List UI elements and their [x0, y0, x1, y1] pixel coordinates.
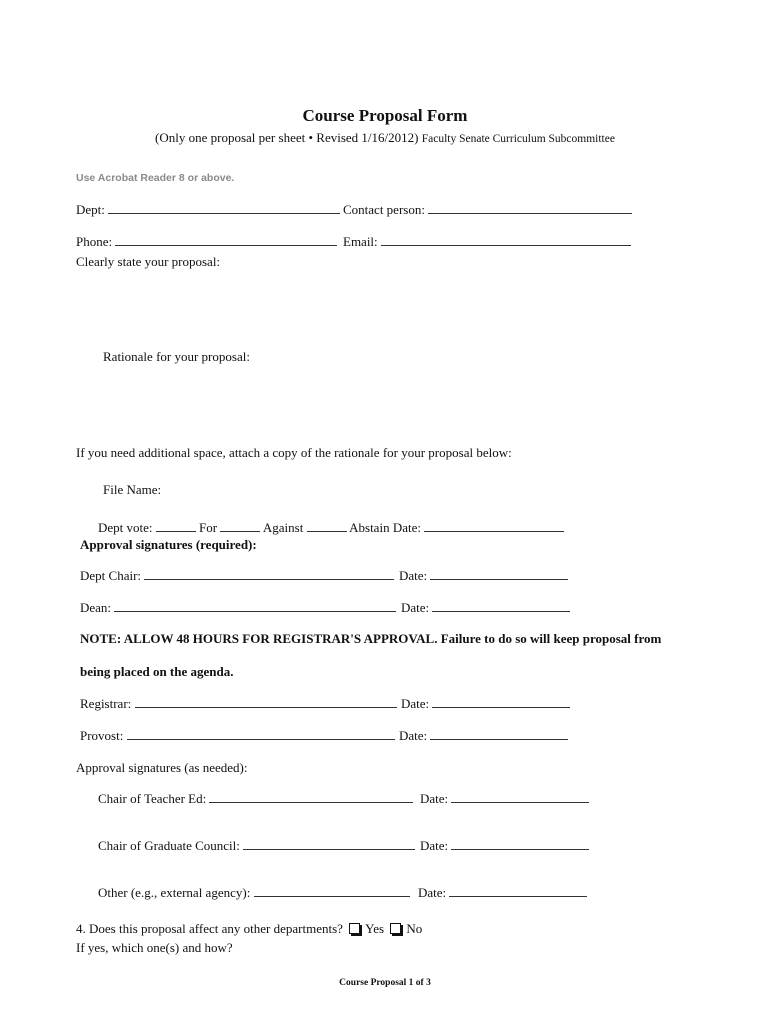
teacher-ed-label: Chair of Teacher Ed: — [98, 791, 207, 806]
registrar-date-field[interactable] — [432, 697, 570, 708]
email-label: Email: — [343, 234, 378, 249]
acrobat-note: Use Acrobat Reader 8 or above. — [76, 172, 235, 184]
graduate-council-date-row — [420, 839, 589, 852]
dean-date-label: Date: — [401, 600, 430, 615]
question-4-followup: If yes, which one(s) and how? — [76, 940, 233, 955]
teacher-ed-date-row — [420, 792, 589, 805]
registrar-row — [80, 697, 397, 710]
graduate-council-signature-field[interactable] — [243, 839, 415, 850]
graduate-council-date-field[interactable] — [451, 839, 589, 850]
dept-chair-label: Dept Chair: — [80, 568, 142, 583]
dept-chair-date-label: Date: — [399, 568, 428, 583]
email-field[interactable] — [381, 235, 631, 246]
graduate-council-row — [98, 839, 415, 852]
graduate-council-date-label: Date: — [420, 838, 449, 853]
phone-row — [76, 235, 337, 248]
graduate-council-label: Chair of Graduate Council: — [98, 838, 240, 853]
vote-against-label: Against — [262, 520, 304, 535]
other-agency-row — [98, 886, 410, 899]
dept-label: Dept: — [76, 202, 105, 217]
registrar-signature-field[interactable] — [135, 697, 397, 708]
teacher-ed-date-label: Date: — [420, 791, 449, 806]
provost-row — [80, 729, 395, 742]
dept-row — [76, 203, 340, 216]
question-4-text: 4. Does this proposal affect any other departments? — [76, 921, 343, 936]
dept-vote-row — [98, 521, 564, 534]
vote-date-field[interactable] — [424, 521, 564, 532]
other-agency-date-field[interactable] — [449, 886, 587, 897]
contact-row — [343, 203, 632, 216]
dean-row — [80, 601, 396, 614]
additional-space-note: If you need additional space, attach a copy of the rationale for your proposal below: — [76, 445, 512, 460]
registrar-note-line-1: NOTE: ALLOW 48 HOURS FOR REGISTRAR'S APPROVAL. Failure to do so will keep proposal from — [80, 631, 662, 646]
rationale-label: Rationale for your proposal: — [103, 349, 250, 364]
page-footer: Course Proposal 1 of 3 — [339, 978, 431, 988]
contact-person-label: Contact person: — [343, 202, 425, 217]
yes-checkbox[interactable] — [349, 923, 360, 934]
clearly-state-label: Clearly state your proposal: — [76, 254, 221, 269]
subtitle-organization: Faculty Senate Curriculum Subcommittee — [421, 133, 615, 145]
provost-date-label: Date: — [399, 728, 428, 743]
file-name-label[interactable]: File Name: — [103, 482, 162, 497]
form-title: Course Proposal Form — [302, 106, 468, 125]
dept-chair-date-row — [399, 569, 568, 582]
approval-needed-heading: Approval signatures (as needed): — [76, 760, 248, 775]
registrar-date-label: Date: — [401, 696, 430, 711]
dept-chair-signature-field[interactable] — [144, 569, 394, 580]
no-label: No — [406, 921, 423, 936]
other-agency-date-row — [418, 886, 587, 899]
registrar-note-line-2: being placed on the agenda. — [80, 664, 234, 679]
phone-field[interactable] — [115, 235, 337, 246]
subtitle-revision: (Only one proposal per sheet • Revised 1/16/2012) — [155, 130, 419, 145]
registrar-date-row — [401, 697, 570, 710]
teacher-ed-date-field[interactable] — [451, 792, 589, 803]
other-agency-signature-field[interactable] — [254, 886, 410, 897]
provost-label: Provost: — [80, 728, 124, 743]
dean-label: Dean: — [80, 600, 112, 615]
dept-chair-date-field[interactable] — [430, 569, 568, 580]
vote-for-field[interactable] — [156, 521, 196, 532]
dept-vote-label: Dept vote: — [98, 520, 153, 535]
other-agency-date-label: Date: — [418, 885, 447, 900]
form-subtitle — [0, 131, 770, 146]
provost-date-row — [399, 729, 568, 742]
email-row — [343, 235, 631, 248]
dept-chair-row — [80, 569, 394, 582]
yes-label: Yes — [365, 921, 385, 936]
other-agency-label: Other (e.g., external agency): — [98, 885, 251, 900]
vote-against-field[interactable] — [220, 521, 260, 532]
provost-date-field[interactable] — [430, 729, 568, 740]
approval-required-heading: Approval signatures (required): — [80, 537, 257, 552]
vote-for-label: For — [199, 520, 218, 535]
dean-signature-field[interactable] — [114, 601, 396, 612]
teacher-ed-row — [98, 792, 413, 805]
dept-field[interactable] — [108, 203, 340, 214]
teacher-ed-signature-field[interactable] — [209, 792, 413, 803]
registrar-label: Registrar: — [80, 696, 132, 711]
question-4-row — [76, 922, 422, 935]
vote-abstain-field[interactable] — [307, 521, 347, 532]
dean-date-field[interactable] — [432, 601, 570, 612]
contact-person-field[interactable] — [428, 203, 632, 214]
phone-label: Phone: — [76, 234, 113, 249]
vote-abstain-date-label: Abstain Date: — [349, 520, 421, 535]
dean-date-row — [401, 601, 570, 614]
provost-signature-field[interactable] — [127, 729, 395, 740]
no-checkbox[interactable] — [390, 923, 401, 934]
